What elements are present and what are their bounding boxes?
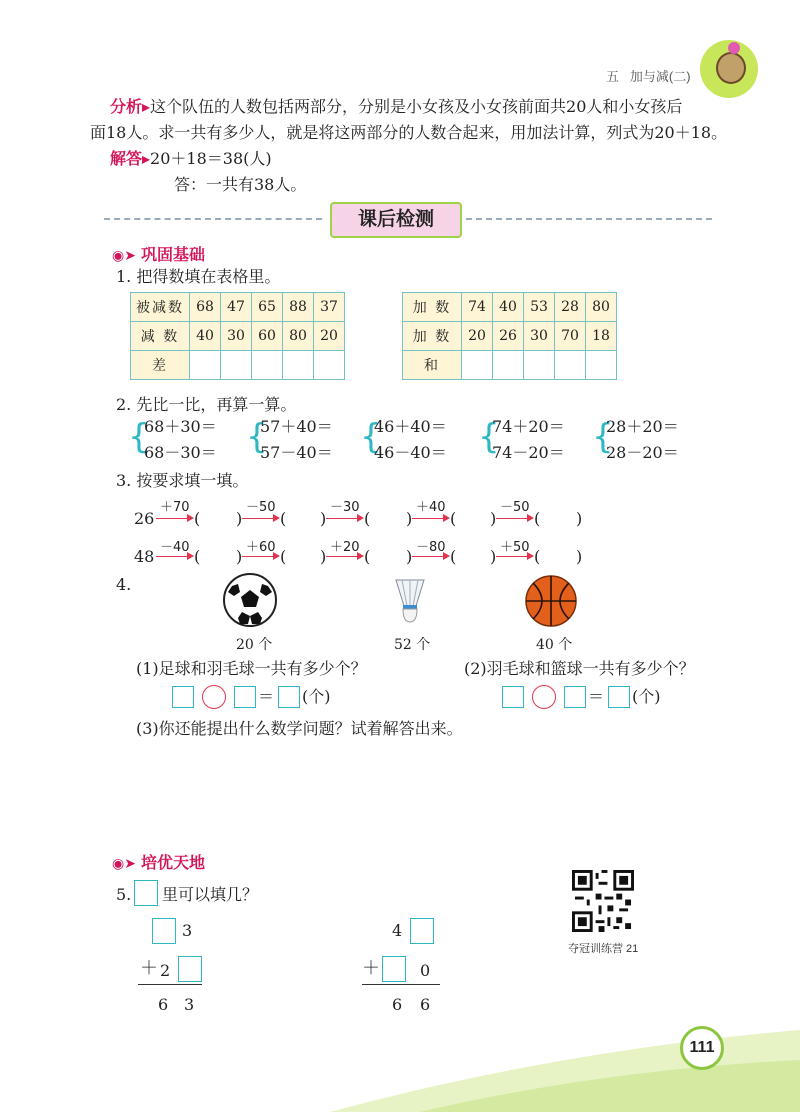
analysis-line-1 bbox=[110, 96, 682, 119]
section-title-basic: 巩固基础 bbox=[141, 247, 206, 264]
op-label: ＋20 bbox=[330, 540, 360, 555]
table-cell: 30 bbox=[221, 322, 252, 351]
op-label: －80 bbox=[416, 540, 446, 555]
table-cell: 74 bbox=[462, 293, 493, 322]
table-cell: 20 bbox=[314, 322, 345, 351]
brace-icon: { bbox=[478, 417, 500, 457]
expr-top: 74＋20＝ bbox=[492, 417, 565, 436]
paren-close: ) bbox=[236, 547, 243, 566]
answer-cell[interactable] bbox=[555, 351, 586, 380]
q5-number: 5. bbox=[116, 885, 132, 904]
eye-bullet-icon: ◉➤ bbox=[112, 248, 136, 264]
op-label: －30 bbox=[330, 500, 360, 515]
q4-sub-2: (2)羽毛球和篮球一共有多少个？ bbox=[464, 659, 695, 678]
table-cell: 26 bbox=[493, 322, 524, 351]
blank-digit-box[interactable] bbox=[152, 918, 176, 944]
right-arrow-icon bbox=[412, 556, 448, 557]
answer-text-2: 答：一共有38人。 bbox=[174, 175, 307, 194]
table-cell: 40 bbox=[190, 322, 221, 351]
table-cell: 65 bbox=[252, 293, 283, 322]
paren-close: ) bbox=[320, 547, 327, 566]
digit: 6 bbox=[392, 995, 403, 1014]
q3-row-1 bbox=[134, 496, 594, 528]
analysis-text-2: 面18人。求一共有多少人，就是将这两部分的人数合起来，用加法计算，列式为20＋18。 bbox=[90, 123, 728, 142]
answer-box[interactable] bbox=[564, 686, 586, 708]
table-cell: 53 bbox=[524, 293, 555, 322]
answer-box[interactable] bbox=[172, 686, 194, 708]
row-label: 差 bbox=[131, 351, 190, 380]
paren-open: ( bbox=[280, 547, 287, 566]
expr-bottom: 28－20＝ bbox=[606, 443, 679, 462]
answer-cell[interactable] bbox=[586, 351, 617, 380]
brace-icon: { bbox=[592, 417, 614, 457]
q5-prompt: 里可以填几？ bbox=[162, 885, 259, 904]
qr-code-icon[interactable] bbox=[572, 870, 634, 932]
right-arrow-icon bbox=[496, 556, 532, 557]
digit: 6 bbox=[420, 995, 431, 1014]
expr-bottom: 68－30＝ bbox=[144, 443, 217, 462]
basketball-count: 40 个 bbox=[536, 637, 573, 653]
brace-icon: { bbox=[128, 417, 150, 457]
paren-open: ( bbox=[364, 547, 371, 566]
table-cell: 60 bbox=[252, 322, 283, 351]
table-cell: 80 bbox=[283, 322, 314, 351]
plus-sign: ＋ bbox=[140, 958, 158, 979]
expr-bottom: 74－20＝ bbox=[492, 443, 565, 462]
paren-close: ) bbox=[490, 509, 497, 528]
table-cell: 88 bbox=[283, 293, 314, 322]
answer-cell[interactable] bbox=[190, 351, 221, 380]
eye-bullet-icon: ◉➤ bbox=[112, 856, 136, 872]
paren-close: ) bbox=[576, 509, 583, 528]
row-label: 加 数 bbox=[403, 322, 462, 351]
paren-open: ( bbox=[364, 509, 371, 528]
table-cell: 80 bbox=[586, 293, 617, 322]
digit: 3 bbox=[184, 995, 195, 1014]
q3-row-2 bbox=[134, 536, 594, 568]
brace-icon: { bbox=[360, 417, 382, 457]
expr-top: 57＋40＝ bbox=[260, 417, 333, 436]
unit-label: (个) bbox=[632, 687, 661, 706]
answer-cell[interactable] bbox=[283, 351, 314, 380]
plus-sign: ＋ bbox=[362, 958, 380, 979]
q4-sub-1: (1)足球和羽毛球一共有多少个？ bbox=[136, 659, 367, 678]
right-arrow-icon bbox=[412, 518, 448, 519]
digit: 0 bbox=[420, 961, 431, 980]
brace-icon: { bbox=[246, 417, 268, 457]
sum-line bbox=[138, 984, 202, 985]
equation-2 bbox=[502, 686, 702, 712]
q4-number: 4. bbox=[116, 575, 132, 594]
analysis-text-1: 这个队伍的人数包括两部分，分别是小女孩及小女孩前面共20人和小女孩后 bbox=[150, 97, 683, 116]
bottom-wave-decoration bbox=[0, 1010, 800, 1112]
right-arrow-icon bbox=[326, 556, 362, 557]
digit: 2 bbox=[160, 961, 171, 980]
paren-open: ( bbox=[280, 509, 287, 528]
paren-close: ) bbox=[320, 509, 327, 528]
paren-open: ( bbox=[194, 547, 201, 566]
answer-cell[interactable] bbox=[221, 351, 252, 380]
paren-close: ) bbox=[406, 509, 413, 528]
paren-close: ) bbox=[406, 547, 413, 566]
q2-prompt: 2. 先比一比，再算一算。 bbox=[116, 395, 297, 414]
section-banner: 课后检测 bbox=[330, 202, 462, 238]
paren-open: ( bbox=[450, 509, 457, 528]
answer-box[interactable] bbox=[502, 686, 524, 708]
section-heading-basic bbox=[112, 242, 205, 265]
label-arrow-icon: ▸ bbox=[142, 149, 151, 168]
shuttlecock-icon bbox=[390, 578, 430, 624]
answer-cell[interactable] bbox=[462, 351, 493, 380]
chapter-title: 加与减(二) bbox=[629, 69, 691, 84]
subtraction-table bbox=[130, 292, 345, 380]
divider-left bbox=[104, 218, 322, 220]
q4-sub-3: (3)你还能提出什么数学问题？试着解答出来。 bbox=[136, 719, 463, 738]
op-label: ＋60 bbox=[246, 540, 276, 555]
row-label: 减 数 bbox=[131, 322, 190, 351]
page-number: 111 bbox=[680, 1026, 724, 1070]
expr-top: 46＋40＝ bbox=[374, 417, 447, 436]
equation-1 bbox=[172, 686, 372, 712]
operator-circle[interactable] bbox=[202, 685, 226, 709]
label-arrow-icon: ▸ bbox=[142, 97, 151, 116]
op-label: －50 bbox=[500, 500, 530, 515]
blank-digit-box[interactable] bbox=[382, 956, 406, 982]
table-cell: 20 bbox=[462, 322, 493, 351]
digit: 3 bbox=[182, 921, 193, 940]
right-arrow-icon bbox=[326, 518, 362, 519]
row-label: 加 数 bbox=[403, 293, 462, 322]
op-label: ＋40 bbox=[416, 500, 446, 515]
answer-label: 解答 bbox=[110, 151, 143, 168]
answer-line-1 bbox=[110, 148, 272, 171]
analysis-label: 分析 bbox=[110, 99, 143, 116]
basketball-icon bbox=[524, 574, 578, 628]
answer-cell[interactable] bbox=[252, 351, 283, 380]
answer-cell[interactable] bbox=[524, 351, 555, 380]
paren-close: ) bbox=[576, 547, 583, 566]
row-label: 被减数 bbox=[131, 293, 190, 322]
right-arrow-icon bbox=[242, 518, 278, 519]
table-cell: 30 bbox=[524, 322, 555, 351]
section-heading-advanced bbox=[112, 850, 205, 873]
equals-sign: ＝ bbox=[588, 687, 605, 706]
table-cell: 70 bbox=[555, 322, 586, 351]
op-label: ＋70 bbox=[160, 500, 190, 515]
addition-table bbox=[402, 292, 617, 380]
answer-cell[interactable] bbox=[493, 351, 524, 380]
blank-digit-box[interactable] bbox=[178, 956, 202, 982]
equals-sign: ＝ bbox=[258, 687, 275, 706]
right-arrow-icon bbox=[156, 518, 192, 519]
q2-pairs bbox=[128, 416, 728, 466]
answer-box[interactable] bbox=[278, 686, 300, 708]
answer-box[interactable] bbox=[608, 686, 630, 708]
answer-text-1: 20＋18＝38(人) bbox=[150, 149, 272, 168]
table-cell: 68 bbox=[190, 293, 221, 322]
digit: 6 bbox=[158, 995, 169, 1014]
paren-close: ) bbox=[236, 509, 243, 528]
blank-digit-box[interactable] bbox=[410, 918, 434, 944]
op-label: －50 bbox=[246, 500, 276, 515]
soccer-count: 20 个 bbox=[236, 637, 273, 653]
expr-top: 68＋30＝ bbox=[144, 417, 217, 436]
qr-caption: 夺冠训练营 21 bbox=[568, 943, 639, 955]
paren-open: ( bbox=[450, 547, 457, 566]
divider-right bbox=[466, 218, 712, 220]
digit: 4 bbox=[392, 921, 403, 940]
paren-open: ( bbox=[534, 547, 541, 566]
sum-line bbox=[362, 984, 440, 985]
chapter-header bbox=[606, 66, 691, 85]
answer-cell[interactable] bbox=[314, 351, 345, 380]
paren-close: ) bbox=[490, 547, 497, 566]
row-label: 和 bbox=[403, 351, 462, 380]
start-number: 48 bbox=[134, 547, 155, 566]
answer-box[interactable] bbox=[234, 686, 256, 708]
mascot-icon bbox=[700, 40, 758, 98]
paren-open: ( bbox=[534, 509, 541, 528]
soccer-ball-icon bbox=[222, 572, 278, 628]
op-label: ＋50 bbox=[500, 540, 530, 555]
answer-box-sample bbox=[134, 880, 158, 906]
section-title-advanced: 培优天地 bbox=[141, 855, 206, 872]
operator-circle[interactable] bbox=[532, 685, 556, 709]
shuttlecock-count: 52 个 bbox=[394, 637, 431, 653]
q1-prompt: 1. 把得数填在表格里。 bbox=[116, 267, 281, 286]
unit-label: (个) bbox=[302, 687, 331, 706]
expr-bottom: 57－40＝ bbox=[260, 443, 333, 462]
op-label: －40 bbox=[160, 540, 190, 555]
right-arrow-icon bbox=[496, 518, 532, 519]
expr-bottom: 46－40＝ bbox=[374, 443, 447, 462]
table-cell: 40 bbox=[493, 293, 524, 322]
chapter-number: 五 bbox=[606, 69, 620, 84]
q3-prompt: 3. 按要求填一填。 bbox=[116, 471, 249, 490]
paren-open: ( bbox=[194, 509, 201, 528]
table-cell: 28 bbox=[555, 293, 586, 322]
right-arrow-icon bbox=[156, 556, 192, 557]
expr-top: 28＋20＝ bbox=[606, 417, 679, 436]
table-cell: 18 bbox=[586, 322, 617, 351]
table-cell: 47 bbox=[221, 293, 252, 322]
right-arrow-icon bbox=[242, 556, 278, 557]
start-number: 26 bbox=[134, 509, 155, 528]
table-cell: 37 bbox=[314, 293, 345, 322]
